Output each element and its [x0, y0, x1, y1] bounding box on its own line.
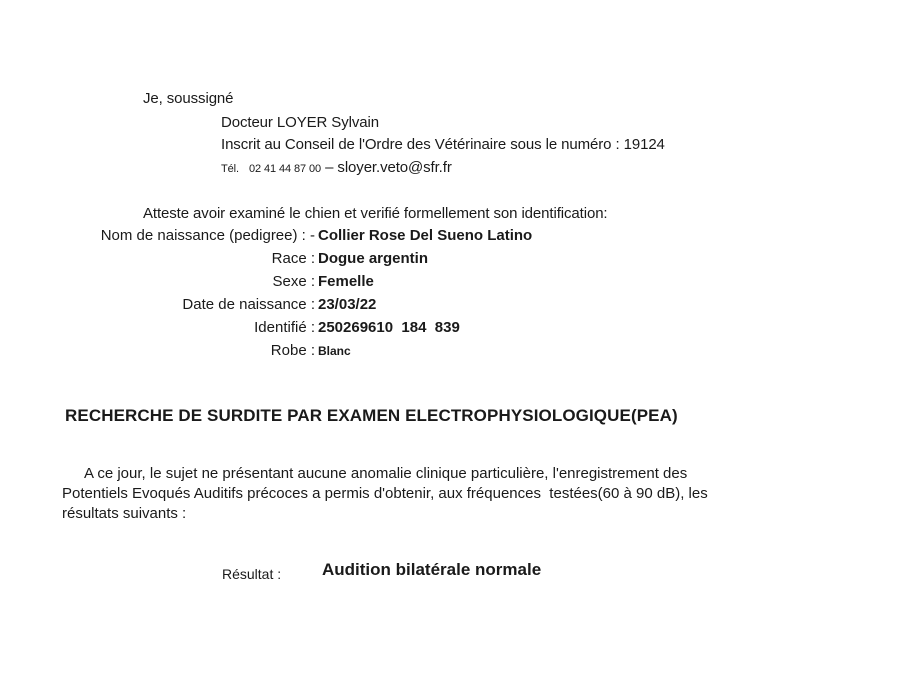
section-title: RECHERCHE DE SURDITE PAR EXAMEN ELECTROPHYSIOLOGIQUE(PEA) — [65, 406, 678, 425]
intro-text: Je, soussigné — [143, 90, 234, 107]
paragraph-line-1: A ce jour, le sujet ne présentant aucune anomalie clinique particulière, l'enregistrement des — [84, 465, 688, 482]
field-value: Collier Rose Del Sueno Latino — [318, 227, 533, 244]
contact-phone: 02 41 44 87 00 — [249, 163, 322, 175]
contact-prefix: Tél. — [221, 163, 239, 175]
paragraph-line-3: résultats suivants : — [62, 505, 187, 522]
field-label: Robe : — [270, 342, 315, 359]
field-row-identification — [0, 318, 700, 338]
paragraph-line-2: Potentiels Evoqués Auditifs précoces a permis d'obtenir, aux fréquences testées(60 à 90 dB), les — [62, 485, 708, 502]
field-row-sex — [0, 272, 700, 292]
attestation-text: Atteste avoir examiné le chien et verifié formellement son identification: — [143, 205, 608, 222]
field-row-coat — [0, 341, 700, 361]
field-row-birth-date — [0, 295, 700, 315]
field-label: Date de naissance : — [182, 296, 315, 313]
field-value: Blanc — [318, 344, 351, 358]
results-paragraph — [62, 464, 802, 524]
field-value: Dogue argentin — [318, 250, 429, 267]
field-label: Identifié : — [254, 319, 315, 336]
field-label: Nom de naissance (pedigree) : - — [100, 227, 315, 244]
field-value: 250269610 184 839 — [318, 319, 460, 336]
field-value: 23/03/22 — [318, 296, 377, 313]
field-row-pedigree-name — [0, 226, 700, 246]
result-value: Audition bilatérale normale — [322, 560, 542, 579]
contact-line — [221, 159, 452, 178]
result-label: Résultat : — [222, 566, 282, 582]
doctor-name: Docteur LOYER Sylvain — [221, 114, 379, 131]
field-label: Race : — [271, 250, 315, 267]
registration-text: Inscrit au Conseil de l'Ordre des Vétérinaire sous le numéro : 19124 — [221, 136, 665, 153]
field-row-breed — [0, 249, 700, 269]
contact-email: – sloyer.veto@sfr.fr — [325, 159, 452, 176]
field-label: Sexe : — [272, 273, 315, 290]
field-value: Femelle — [318, 273, 374, 290]
